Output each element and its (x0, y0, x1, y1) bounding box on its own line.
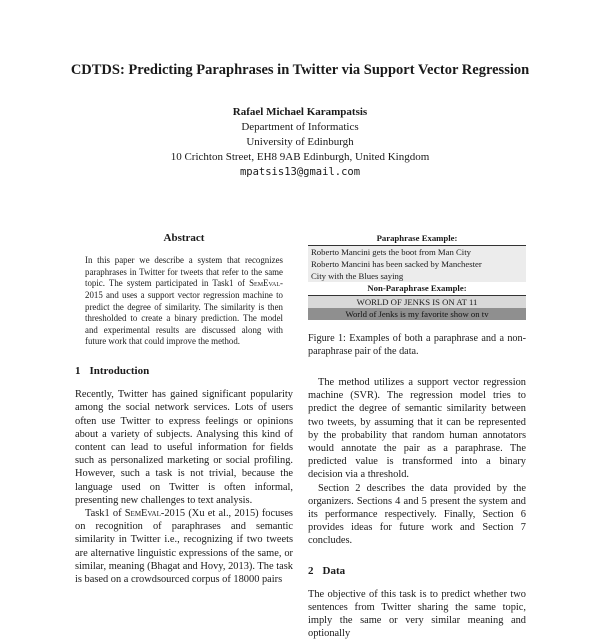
paper-title: CDTDS: Predicting Paraphrases in Twitter via Support Vector Regression (70, 62, 530, 78)
left-column (75, 232, 293, 586)
introduction-paragraph-1: Recently, Twitter has gained significant popularity among the social network services. Lots of users often use Twitter to express feelings or opinions about a variety of subjects. Analysing this kind of content can lead to useful information for fields such as personalized marketing or social profiling. However, such a task is not trivial, because the language used on Twitter is often informal, presenting new challenges to text analysis. (75, 389, 293, 506)
section-heading-data: 2 Data (308, 564, 346, 577)
right-column-body (308, 376, 526, 641)
introduction-paragraph-2: Task1 of SemEval-2015 (Xu et al., 2015) focuses on recognition of paraphrases and semantic similarity in Twitter i.e., recognizing if two tweets are alternative linguistic expressions of the same, or similar, meaning (Bhagat and Hovy, 2013). The task is based on a crowdsourced corpus of 18000 pairs (75, 507, 293, 585)
semeval-name: SemEval (249, 278, 281, 289)
figure-1 (308, 232, 526, 320)
author-block (0, 105, 600, 180)
affiliation-address: 10 Crichton Street, EH8 9AB Edinburgh, United Kingdom (170, 151, 430, 163)
method-paragraph-1: The method utilizes a support vector regression machine (SVR). The regression model tries to predict the degree of semantic similarity between two tweets, by assuming that it can be represented by the probability that random human annotators would annotate the pair as a paraphrase. The predicted value is transformed into a binary decision via a threshold. (308, 377, 526, 481)
figure-caption: Figure 1: Examples of both a paraphrase and a non-paraphrase pair of the data. (308, 333, 526, 357)
paraphrase-heading: Paraphrase Example: (308, 232, 526, 246)
affiliation-department: Department of Informatics (241, 121, 359, 133)
paraphrase-tweet-1: Roberto Mancini gets the boot from Man City (308, 246, 526, 258)
section-heading-introduction: 1 Introduction (75, 364, 150, 377)
non-paraphrase-heading: Non-Paraphrase Example: (308, 282, 526, 296)
non-paraphrase-tweet-2: World of Jenks is my favorite show on tv (308, 308, 526, 320)
paraphrase-tweet-2b: City with the Blues saying (308, 270, 526, 282)
non-paraphrase-tweet-1: WORLD OF JENKS IS ON AT 11 (308, 296, 526, 308)
paraphrase-tweet-2a: Roberto Mancini has been sacked by Manchester (308, 258, 526, 270)
method-paragraph-2: Section 2 describes the data provided by the organizers. Sections 4 and 5 present the system and its performance respectively. Finally, Section 6 provides ideas for future work and Section 7 concludes. (308, 482, 526, 547)
abstract-heading: Abstract (163, 232, 205, 244)
right-column-figure (308, 232, 526, 358)
affiliation-university: University of Edinburgh (246, 136, 354, 148)
author-name: Rafael Michael Karampatsis (232, 106, 368, 118)
data-paragraph-1: The objective of this task is to predict whether two sentences from Twitter sharing the same topic, imply the same or very similar meaning and optionally (308, 588, 526, 640)
abstract-text: In this paper we describe a system that recognizes paraphrases in Twitter for tweets that refer to the same topic. The system participated in Task1 of SemEval-2015 and uses a support vector regression machine to predict the degree of similarity. The similarity is then thresholded to create a binary prediction. The model and experimental results are discussed along with future work that could improve the method. (85, 255, 283, 347)
author-email[interactable]: mpatsis13@gmail.com (239, 166, 361, 178)
semeval-name: SemEval (124, 507, 161, 519)
